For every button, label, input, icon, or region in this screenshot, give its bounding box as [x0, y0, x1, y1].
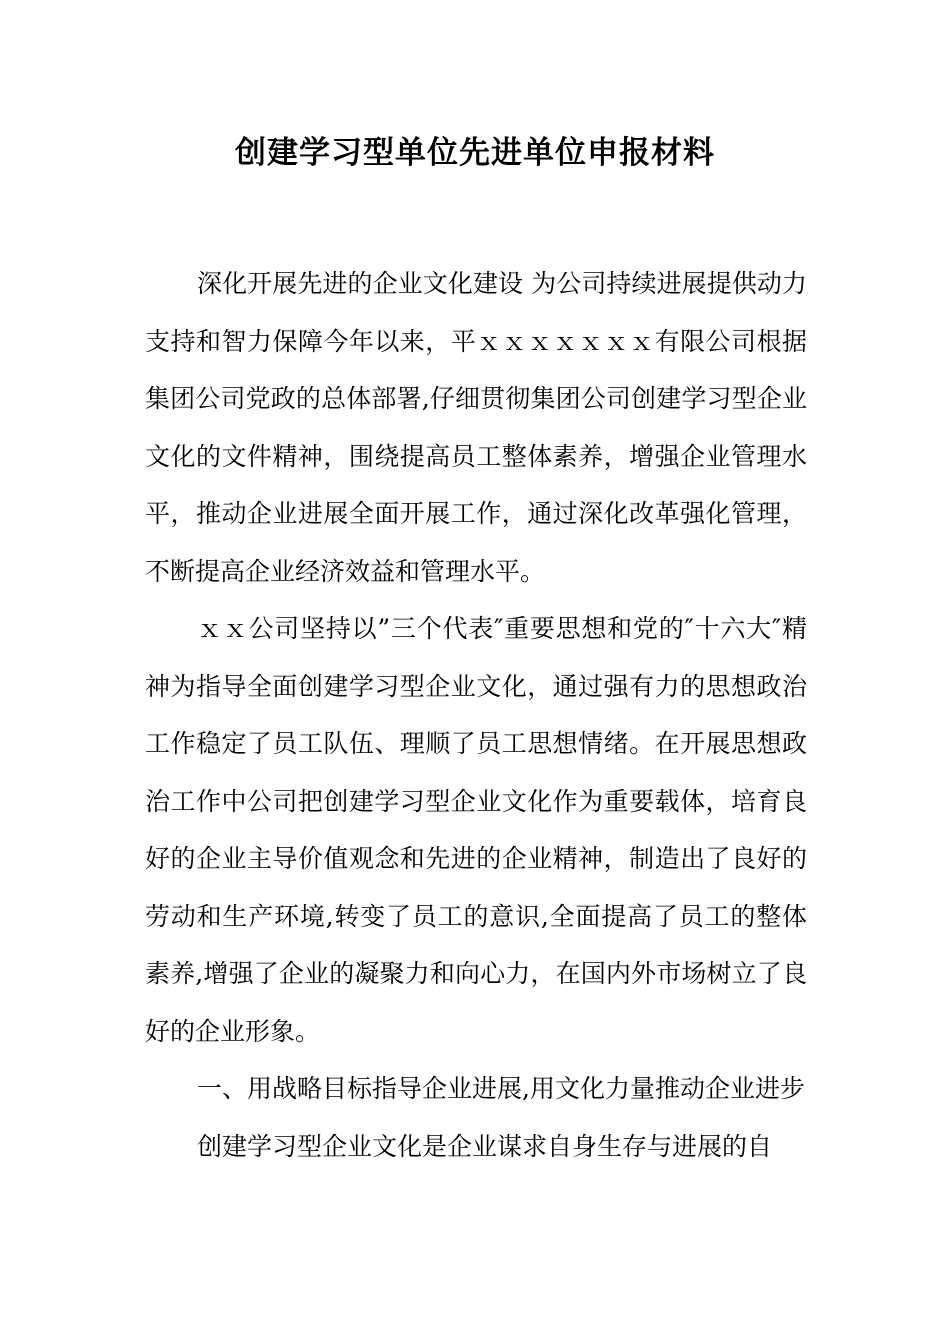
paragraph-section-1: 创建学习型企业文化是企业谋求自身生存与进展的自 [197, 1131, 773, 1161]
document-body [145, 255, 807, 1175]
document-title: 创建学习型单位先进单位申报材料 [235, 135, 715, 171]
paragraph-culture: ｘｘ公司坚持以”三个代表″重要思想和党的″十六大″精神为指导全面创建学习型企业文化，通过强有力的思想政治工作稳定了员工队伍、理顺了员工思想情绪。在开展思想政治工作中公司把创建学习型企业文化作为重要载体，培育良好的企业主导价值观念和先进的企业精神，制造出了良好的劳动和生产环境,转变了员工的意识,全面提高了员工的整体素养,增强了企业的凝聚力和向心力，在国内外市场树立了良好的企业形象。 [145, 614, 807, 1046]
paragraph-intro: 深化开展先进的企业文化建设 为公司持续进展提供动力支持和智力保障今年以来，平ｘｘｘｘｘｘｘ有限公司根据集团公司党政的总体部署,仔细贯彻集团公司创建学习型企业文化的文件精神，围绕提高员工整体素养，增强企业管理水平，推动企业进展全面开展工作，通过深化改革强化管理，不断提高企业经济效益和管理水平。 [145, 269, 807, 586]
section-heading-1: 一、用战略目标指导企业进展,用文化力量推动企业进步 [197, 1074, 805, 1103]
